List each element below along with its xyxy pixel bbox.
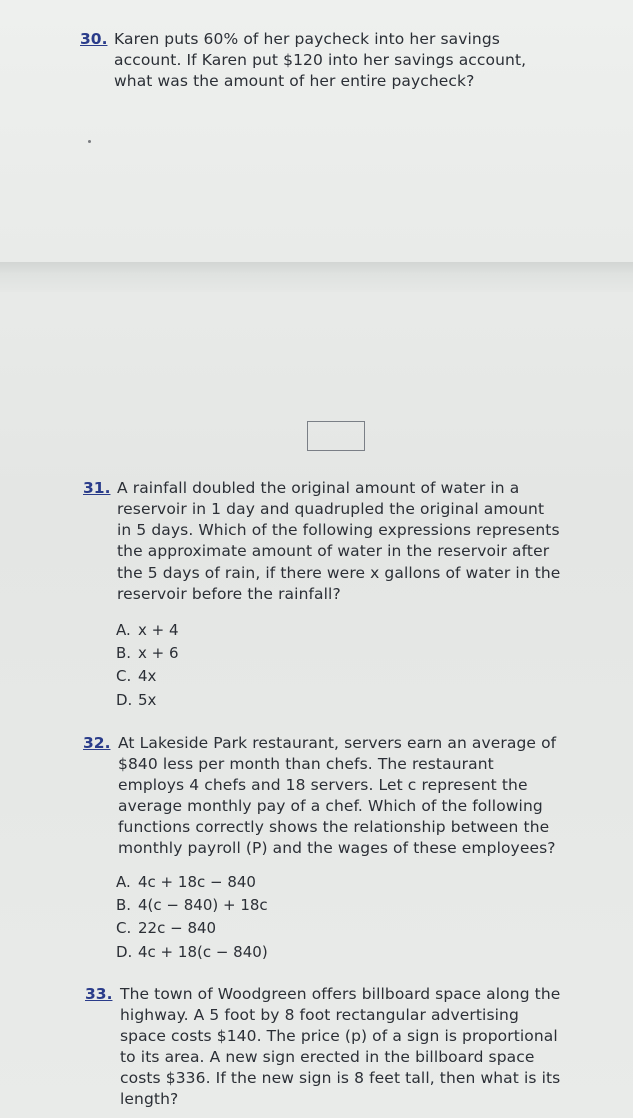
option-letter: B. bbox=[116, 896, 132, 914]
option-expression: 4x bbox=[138, 667, 157, 685]
option-expression: 4c + 18(c − 840) bbox=[138, 943, 268, 961]
option-expression: 4c + 18c − 840 bbox=[138, 873, 256, 891]
stray-mark bbox=[88, 140, 91, 143]
answer-option-b[interactable] bbox=[116, 643, 179, 663]
option-expression: x + 6 bbox=[138, 644, 179, 662]
question-text-line: what was the amount of her entire paycheck? bbox=[114, 72, 475, 90]
answer-option-d[interactable] bbox=[116, 942, 268, 962]
question-text-line: to its area. A new sign erected in the billboard space bbox=[120, 1048, 535, 1066]
option-expression: 5x bbox=[138, 691, 157, 709]
option-expression: x + 4 bbox=[138, 621, 179, 639]
option-letter: C. bbox=[116, 667, 132, 685]
question-number: 30. bbox=[80, 30, 108, 48]
option-letter: C. bbox=[116, 919, 132, 937]
question-number: 33. bbox=[85, 985, 113, 1003]
answer-option-c[interactable] bbox=[116, 918, 216, 938]
option-letter: D. bbox=[116, 943, 133, 961]
question-number: 31. bbox=[83, 479, 111, 497]
answer-option-d[interactable] bbox=[116, 690, 156, 710]
question-text-line: space costs $140. The price (p) of a sign is proportional bbox=[120, 1027, 558, 1045]
option-letter: B. bbox=[116, 644, 132, 662]
question-text-line: length? bbox=[120, 1090, 179, 1108]
question-text-line: monthly payroll (P) and the wages of these employees? bbox=[118, 839, 556, 857]
option-letter: A. bbox=[116, 873, 131, 891]
question-text-line: highway. A 5 foot by 8 foot rectangular advertising bbox=[120, 1006, 519, 1024]
question-text-line: the approximate amount of water in the reservoir after bbox=[117, 542, 550, 560]
question-text-line: reservoir before the rainfall? bbox=[117, 585, 341, 603]
option-expression: 4(c − 840) + 18c bbox=[138, 896, 268, 914]
question-text-line: functions correctly shows the relationship between the bbox=[118, 818, 550, 836]
question-number: 32. bbox=[83, 734, 111, 752]
question-text-line: Karen puts 60% of her paycheck into her savings bbox=[114, 30, 500, 48]
question-text-line: reservoir in 1 day and quadrupled the original amount bbox=[117, 500, 545, 518]
question-text-line: the 5 days of rain, if there were x gallons of water in the bbox=[117, 564, 561, 582]
question-text-line: account. If Karen put $120 into her savings account, bbox=[114, 51, 527, 69]
option-letter: A. bbox=[116, 621, 131, 639]
question-text-line: costs $336. If the new sign is 8 feet tall, then what is its bbox=[120, 1069, 561, 1087]
answer-box[interactable] bbox=[307, 421, 365, 451]
question-text-line: average monthly pay of a chef. Which of the following bbox=[118, 797, 543, 815]
answer-option-a[interactable] bbox=[116, 872, 256, 892]
answer-option-a[interactable] bbox=[116, 620, 179, 640]
question-text-line: in 5 days. Which of the following expressions represents bbox=[117, 521, 560, 539]
question-text-line: $840 less per month than chefs. The restaurant bbox=[118, 755, 494, 773]
question-text-line: The town of Woodgreen offers billboard space along the bbox=[120, 985, 561, 1003]
page-fold-shadow bbox=[0, 262, 633, 292]
option-expression: 22c − 840 bbox=[138, 919, 217, 937]
question-text-line: A rainfall doubled the original amount of water in a bbox=[117, 479, 520, 497]
option-letter: D. bbox=[116, 691, 133, 709]
question-text-line: At Lakeside Park restaurant, servers earn an average of bbox=[118, 734, 557, 752]
answer-option-c[interactable] bbox=[116, 666, 156, 686]
question-text-line: employs 4 chefs and 18 servers. Let c represent the bbox=[118, 776, 528, 794]
answer-option-b[interactable] bbox=[116, 895, 268, 915]
